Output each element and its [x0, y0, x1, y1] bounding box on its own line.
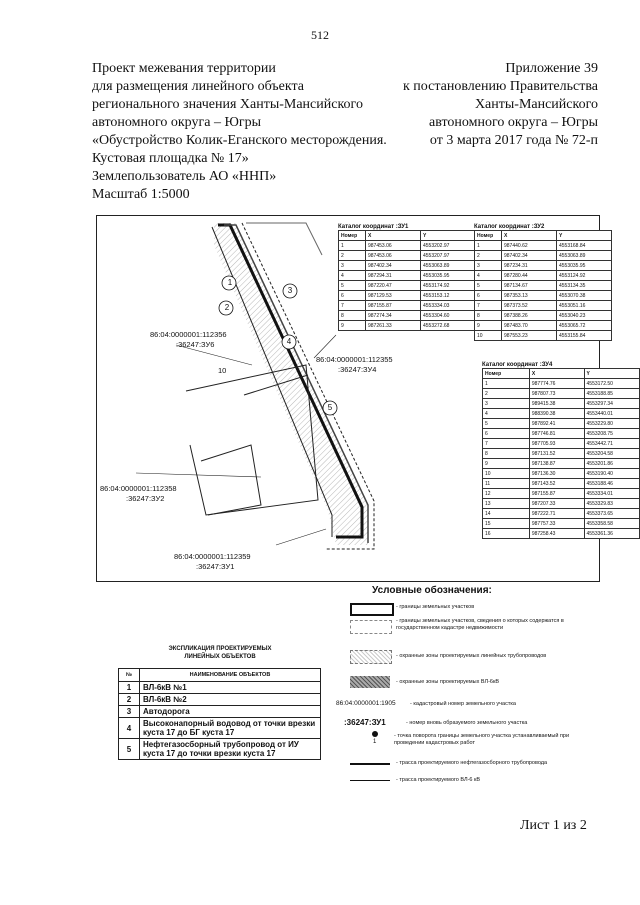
y-coordinate: 4553204.58 — [584, 449, 639, 459]
column-header: Номер — [483, 369, 530, 379]
point-number: 13 — [483, 499, 530, 509]
y-coordinate: 4553272.68 — [421, 321, 476, 331]
y-coordinate: 4553065.72 — [557, 321, 612, 331]
point-number: 6 — [339, 291, 366, 301]
x-coordinate: 987280.44 — [502, 271, 557, 281]
legend-swatch-pipeline-zone — [350, 650, 392, 664]
table-row — [475, 281, 612, 291]
y-coordinate: 4553188.46 — [584, 479, 639, 489]
row-number: 3 — [119, 706, 140, 718]
x-coordinate: 987440.62 — [502, 241, 557, 251]
point-number: 5 — [483, 419, 530, 429]
x-coordinate: 987234.31 — [502, 261, 557, 271]
row-number: 2 — [119, 694, 140, 706]
table-row — [119, 682, 321, 694]
table-row — [483, 489, 640, 499]
column-header: Y — [584, 369, 639, 379]
project-title-line: регионального значения Ханты-Мансийского — [92, 97, 363, 112]
y-coordinate: 4553168.84 — [557, 241, 612, 251]
x-coordinate: 987222.71 — [529, 509, 584, 519]
legend-item: - точка поворота границы земельного участка устанавливаемый при проведении кадастровых работ — [394, 733, 570, 746]
point-number: 9 — [475, 321, 502, 331]
table-row — [483, 509, 640, 519]
y-coordinate: 4553035.95 — [421, 271, 476, 281]
legend-item: - охранные зоны проектируемых ВЛ-6кВ — [396, 679, 500, 685]
point-number: 6 — [483, 429, 530, 439]
legend-swatch-power-line — [350, 780, 390, 781]
table-row — [339, 301, 476, 311]
legend-title: Условные обозначения: — [372, 585, 492, 596]
table-header-row — [339, 231, 476, 241]
x-coordinate: 987705.93 — [529, 439, 584, 449]
legend-item: - трасса проектируемого ВЛ-6 кВ — [396, 777, 481, 783]
cadastral-number-label: 86:04:0000001:112359 — [174, 552, 251, 561]
plot-number-label: :36247:ЗУ6 — [176, 340, 215, 349]
object-name: Высоконапорный водовод от точки врезки куста 17 до БГ куста 17 — [140, 718, 321, 739]
table-row — [475, 331, 612, 341]
x-coordinate: 987143.52 — [529, 479, 584, 489]
y-coordinate: 4553361.36 — [584, 529, 639, 539]
table-row — [483, 449, 640, 459]
point-number: 11 — [483, 479, 530, 489]
x-coordinate: 987220.47 — [366, 281, 421, 291]
scale-line: Масштаб 1:5000 — [92, 187, 190, 202]
point-number: 1 — [475, 241, 502, 251]
table-row — [483, 479, 640, 489]
y-coordinate: 4553040.23 — [557, 311, 612, 321]
appendix-block — [380, 60, 598, 150]
x-coordinate: 987138.87 — [529, 459, 584, 469]
point-number: 16 — [483, 529, 530, 539]
point-number: 10 — [483, 469, 530, 479]
point-number: 7 — [475, 301, 502, 311]
y-coordinate: 4553373.65 — [584, 509, 639, 519]
x-coordinate: 987774.76 — [529, 379, 584, 389]
object-marker-5: 5 — [327, 403, 333, 412]
legend-point-icon — [372, 731, 378, 737]
y-coordinate: 4553124.92 — [557, 271, 612, 281]
table-row — [483, 389, 640, 399]
object-marker-1: 1 — [227, 278, 233, 287]
page-number: 512 — [311, 28, 329, 42]
point-number: 15 — [483, 519, 530, 529]
table-row — [483, 419, 640, 429]
point-number: 6 — [475, 291, 502, 301]
point-number: 1 — [339, 241, 366, 251]
legend-sample-point: 1 — [373, 739, 377, 745]
project-title-block — [92, 60, 402, 204]
plot-number-label: :36247:ЗУ4 — [338, 365, 377, 374]
x-coordinate: 987807.73 — [529, 389, 584, 399]
appendix-line: Приложение 39 — [505, 61, 598, 76]
y-coordinate: 4553202.97 — [421, 241, 476, 251]
project-title-line: автономного округа – Югры — [92, 115, 261, 130]
y-coordinate: 4553190.40 — [584, 469, 639, 479]
point-number: 2 — [339, 251, 366, 261]
legend-swatch-plot-boundary — [350, 603, 394, 616]
table-row — [339, 321, 476, 331]
point-number: 4 — [339, 271, 366, 281]
appendix-line: автономного округа – Югры — [429, 115, 598, 130]
column-header: Номер — [475, 231, 502, 241]
catalog-title: Каталог координат :ЗУ4 — [482, 362, 553, 368]
point-number: 2 — [475, 251, 502, 261]
point-number: 3 — [483, 399, 530, 409]
cadastral-number-label: 86:04:0000001:112355 — [316, 355, 393, 364]
table-row — [475, 261, 612, 271]
point-number: 10 — [475, 331, 502, 341]
y-coordinate: 4553188.85 — [584, 389, 639, 399]
column-header: X — [529, 369, 584, 379]
x-coordinate: 987757.33 — [529, 519, 584, 529]
column-header: НАИМЕНОВАНИЕ ОБЪЕКТОВ — [140, 669, 321, 682]
x-coordinate: 989415.38 — [529, 399, 584, 409]
x-coordinate: 988390.38 — [529, 409, 584, 419]
legend-sample-plot: :36247:ЗУ1 — [344, 718, 386, 727]
y-coordinate: 4553035.95 — [557, 261, 612, 271]
project-title-line: «Обустройство Колик-Еганского месторождения. — [92, 133, 387, 148]
legend-sample-cadastral: 86:04:0000001:1905 — [336, 700, 396, 707]
legend-item: - границы земельных участков, сведения о которых содержатся в государственном кадастре недвижимости — [396, 618, 564, 631]
catalog-table — [482, 368, 640, 539]
point-number: 3 — [475, 261, 502, 271]
point-number: 9 — [483, 459, 530, 469]
table-row — [483, 429, 640, 439]
row-number: 1 — [119, 682, 140, 694]
sheet-number: Лист 1 из 2 — [520, 818, 587, 833]
plot-number-label: :36247:ЗУ2 — [126, 494, 165, 503]
y-coordinate: 4553208.75 — [584, 429, 639, 439]
object-name: ВЛ-6кВ №1 — [140, 682, 321, 694]
appendix-line: Ханты-Мансийского — [474, 97, 598, 112]
table-row — [119, 694, 321, 706]
x-coordinate: 987134.67 — [502, 281, 557, 291]
x-coordinate: 987402.34 — [366, 261, 421, 271]
point-number: 8 — [475, 311, 502, 321]
legend-item: - границы земельных участков — [396, 604, 475, 610]
x-coordinate: 987155.87 — [366, 301, 421, 311]
legend-swatch-cadastre-boundary — [350, 620, 392, 634]
x-coordinate: 987388.26 — [502, 311, 557, 321]
y-coordinate: 4553063.89 — [557, 251, 612, 261]
y-coordinate: 4553358.58 — [584, 519, 639, 529]
explication-title-line: ЛИНЕЙНЫХ ОБЪЕКТОВ — [184, 654, 256, 660]
x-coordinate: 987453.06 — [366, 241, 421, 251]
legend-swatch-pipeline — [350, 763, 390, 765]
table-row — [475, 321, 612, 331]
legend-item: - кадастровый номер земельного участка — [410, 701, 516, 707]
table-row — [483, 469, 640, 479]
y-coordinate: 4553070.38 — [557, 291, 612, 301]
point-number: 5 — [475, 281, 502, 291]
object-name: Нефтегазосборный трубопровод от ИУ куста 17 до точки врезки куста 17 — [140, 739, 321, 760]
object-name: Автодорога — [140, 706, 321, 718]
y-coordinate: 4553442.71 — [584, 439, 639, 449]
boundary-point-label: 10 — [218, 366, 227, 375]
table-row — [483, 399, 640, 409]
y-coordinate: 4553172.50 — [584, 379, 639, 389]
point-number: 8 — [339, 311, 366, 321]
point-number: 4 — [483, 409, 530, 419]
x-coordinate: 987353.13 — [502, 291, 557, 301]
table-row — [483, 459, 640, 469]
x-coordinate: 987553.23 — [502, 331, 557, 341]
catalog-table — [474, 230, 612, 341]
table-header-row — [475, 231, 612, 241]
row-number: 4 — [119, 718, 140, 739]
y-coordinate: 4553063.89 — [421, 261, 476, 271]
table-row — [119, 706, 321, 718]
coordinate-catalog-zu1 — [338, 224, 476, 331]
coordinate-catalog-zu2 — [474, 224, 612, 341]
catalog-title: Каталог координат :ЗУ2 — [474, 224, 545, 230]
table-row — [339, 271, 476, 281]
y-coordinate: 4553201.86 — [584, 459, 639, 469]
y-coordinate: 4553304.60 — [421, 311, 476, 321]
x-coordinate: 987892.41 — [529, 419, 584, 429]
x-coordinate: 987274.34 — [366, 311, 421, 321]
project-title-line: Кустовая площадка № 17» — [92, 151, 249, 166]
table-row — [475, 291, 612, 301]
table-row — [483, 439, 640, 449]
x-coordinate: 987294.31 — [366, 271, 421, 281]
y-coordinate: 4553207.97 — [421, 251, 476, 261]
table-row — [119, 739, 321, 760]
y-coordinate: 4553134.35 — [557, 281, 612, 291]
x-coordinate: 987258.43 — [529, 529, 584, 539]
object-marker-3: 3 — [287, 286, 293, 295]
table-row — [475, 271, 612, 281]
table-row — [339, 261, 476, 271]
y-coordinate: 4553334.01 — [584, 489, 639, 499]
y-coordinate: 4553051.16 — [557, 301, 612, 311]
appendix-line: от 3 марта 2017 года № 72-п — [429, 133, 598, 148]
explication-table — [118, 668, 321, 760]
appendix-line: к постановлению Правительства — [402, 79, 598, 94]
y-coordinate: 4553153.12 — [421, 291, 476, 301]
legend-swatch-power-line-zone — [350, 676, 390, 688]
y-coordinate: 4553297.34 — [584, 399, 639, 409]
table-row — [483, 529, 640, 539]
column-header: X — [502, 231, 557, 241]
column-header: X — [366, 231, 421, 241]
y-coordinate: 4553229.80 — [584, 419, 639, 429]
point-number: 7 — [339, 301, 366, 311]
table-row — [483, 379, 640, 389]
table-header-row — [483, 369, 640, 379]
point-number: 12 — [483, 489, 530, 499]
y-coordinate: 4553440.01 — [584, 409, 639, 419]
point-number: 5 — [339, 281, 366, 291]
point-number: 2 — [483, 389, 530, 399]
table-row — [475, 241, 612, 251]
point-number: 7 — [483, 439, 530, 449]
x-coordinate: 987483.70 — [502, 321, 557, 331]
y-coordinate: 4553334.03 — [421, 301, 476, 311]
table-row — [339, 291, 476, 301]
x-coordinate: 987136.30 — [529, 469, 584, 479]
table-row — [483, 499, 640, 509]
land-user-line: Землепользователь АО «ННП» — [92, 169, 277, 184]
x-coordinate: 987373.52 — [502, 301, 557, 311]
column-header: Y — [421, 231, 476, 241]
x-coordinate: 987746.81 — [529, 429, 584, 439]
table-row — [339, 251, 476, 261]
explication-title-line: ЭКСПЛИКАЦИЯ ПРОЕКТИРУЕМЫХ — [168, 646, 272, 652]
point-number: 1 — [483, 379, 530, 389]
table-row — [475, 301, 612, 311]
x-coordinate: 987131.52 — [529, 449, 584, 459]
project-title-line: для размещения линейного объекта — [92, 79, 304, 94]
object-name: ВЛ-6кВ №2 — [140, 694, 321, 706]
point-number: 9 — [339, 321, 366, 331]
point-number: 4 — [475, 271, 502, 281]
object-marker-2: 2 — [224, 303, 230, 312]
explication-title — [130, 645, 310, 661]
cadastral-number-label: 86:04:0000001:112356 — [150, 330, 227, 339]
column-header: Y — [557, 231, 612, 241]
table-row — [339, 241, 476, 251]
column-header: № — [119, 669, 140, 682]
coordinate-catalog-zu4 — [482, 362, 640, 539]
y-coordinate: 4553174.92 — [421, 281, 476, 291]
x-coordinate: 987207.33 — [529, 499, 584, 509]
column-header: Номер — [339, 231, 366, 241]
table-row — [475, 311, 612, 321]
table-header-row — [119, 669, 321, 682]
row-number: 5 — [119, 739, 140, 760]
x-coordinate: 987129.53 — [366, 291, 421, 301]
x-coordinate: 987261.33 — [366, 321, 421, 331]
point-number: 8 — [483, 449, 530, 459]
table-row — [339, 311, 476, 321]
legend-item: - трасса проектируемого нефтегазосборного трубопровода — [396, 760, 548, 766]
project-title-line: Проект межевания территории — [92, 61, 276, 76]
point-number: 14 — [483, 509, 530, 519]
legend-item: - охранные зоны проектируемых линейных трубопроводов — [396, 653, 547, 659]
object-marker-4: 4 — [286, 337, 292, 346]
table-row — [339, 281, 476, 291]
y-coordinate: 4553155.84 — [557, 331, 612, 341]
table-row — [483, 519, 640, 529]
x-coordinate: 987453.06 — [366, 251, 421, 261]
y-coordinate: 4553329.83 — [584, 499, 639, 509]
cadastral-number-label: 86:04:0000001:112358 — [100, 484, 177, 493]
catalog-title: Каталог координат :ЗУ1 — [338, 224, 409, 230]
plot-number-label: :36247:ЗУ1 — [196, 562, 235, 571]
table-row — [483, 409, 640, 419]
x-coordinate: 987155.87 — [529, 489, 584, 499]
table-row — [119, 718, 321, 739]
x-coordinate: 987402.34 — [502, 251, 557, 261]
legend-item: - номер вновь образуемого земельного участка — [406, 720, 528, 726]
point-number: 3 — [339, 261, 366, 271]
table-row — [475, 251, 612, 261]
catalog-table — [338, 230, 476, 331]
